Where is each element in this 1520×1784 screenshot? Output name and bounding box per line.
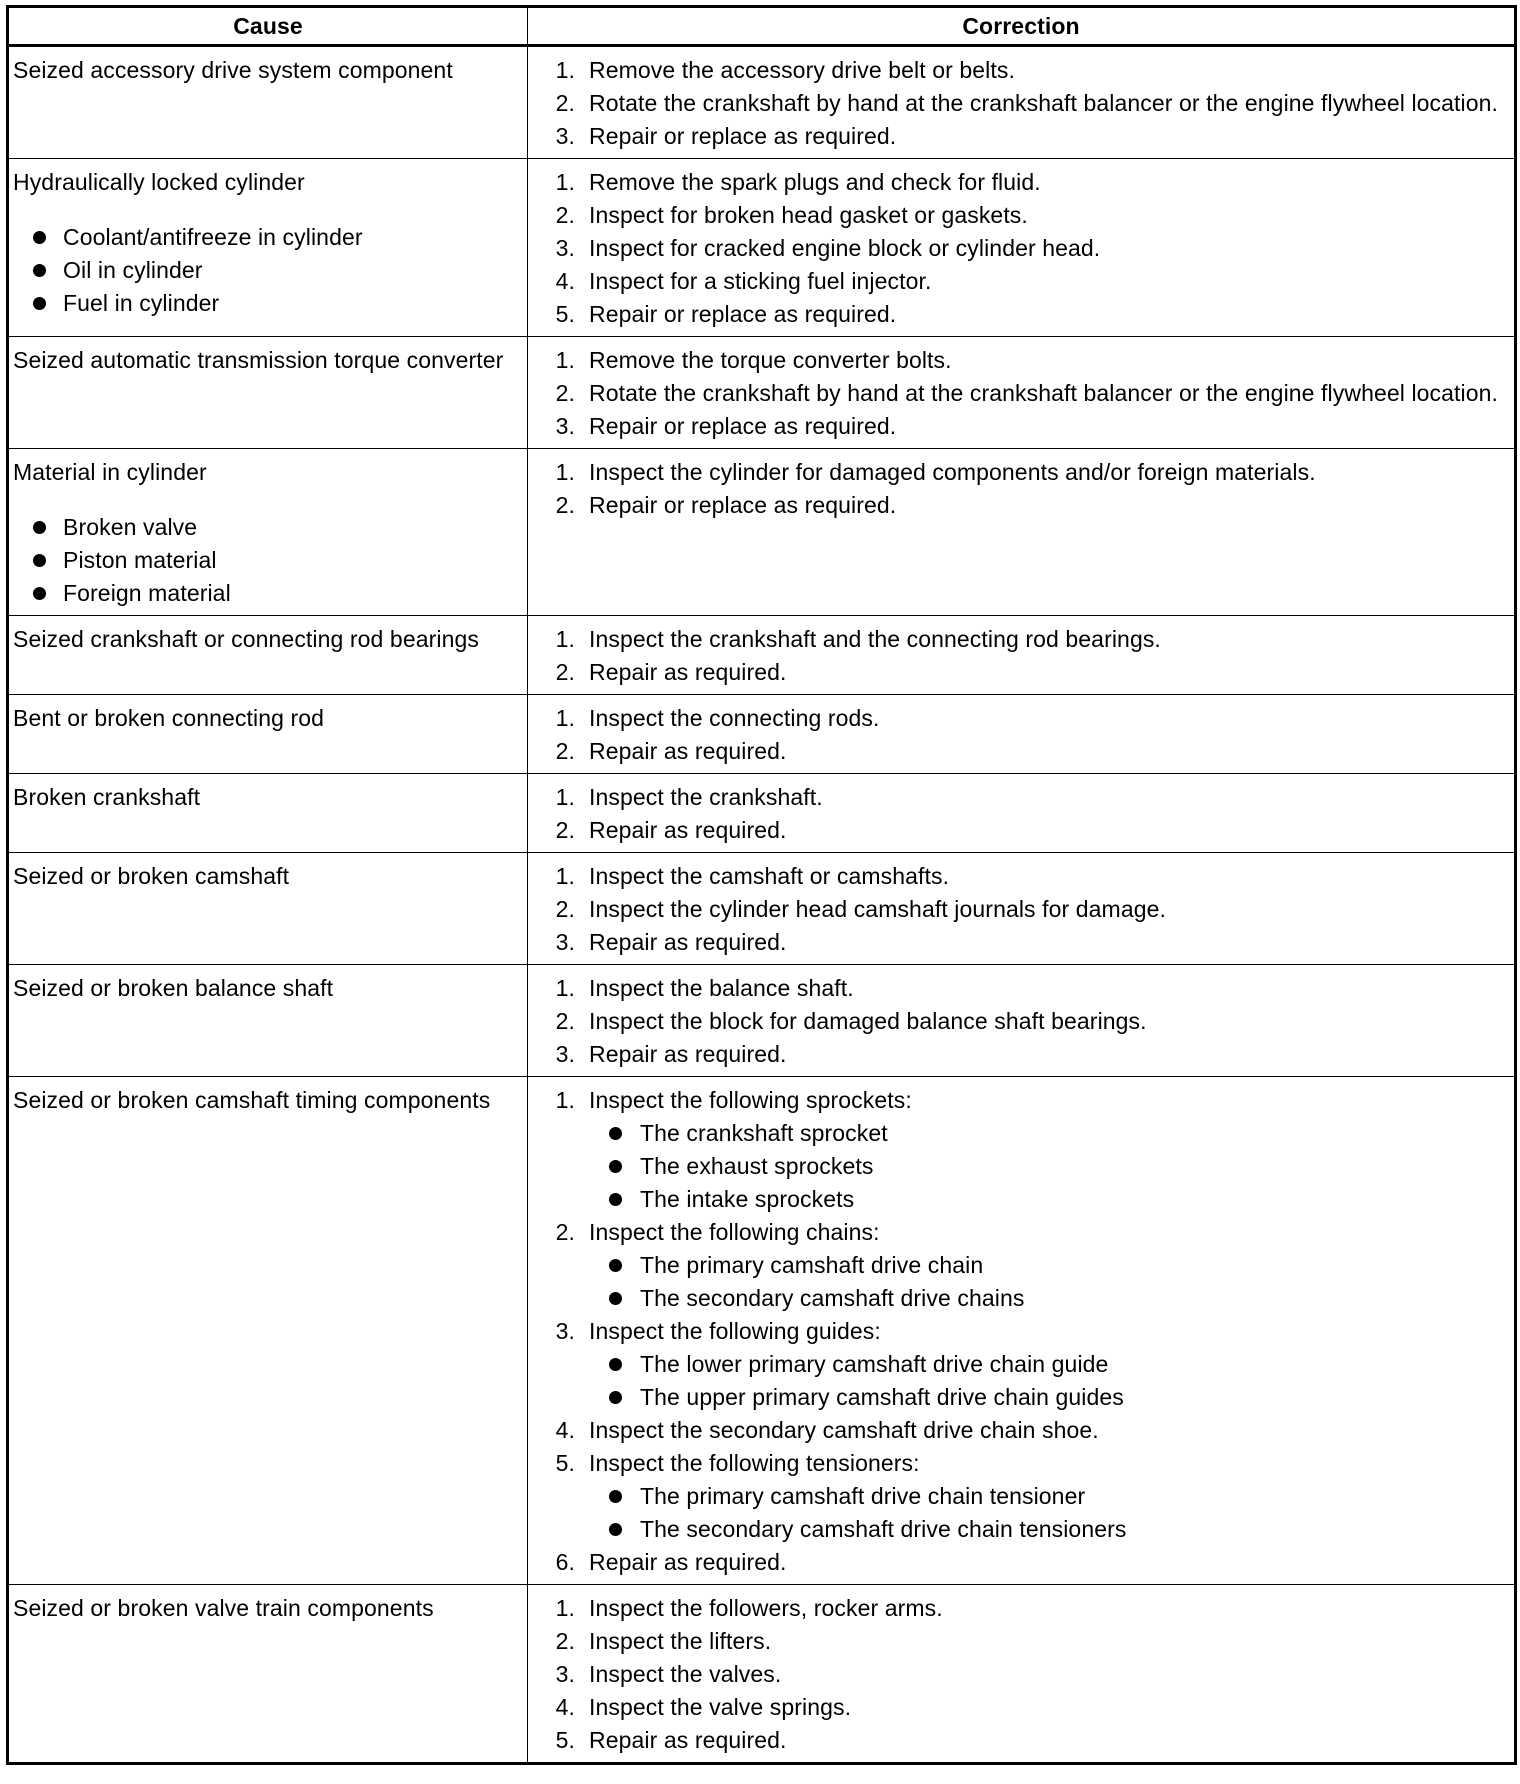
step-sub-list — [589, 1480, 1511, 1546]
step-number: 4. — [555, 1694, 575, 1720]
cause-bullet-item: Fuel in cylinder — [13, 287, 524, 320]
step-text: Remove the torque converter bolts. — [589, 347, 952, 373]
correction-step — [551, 456, 1511, 489]
step-number: 2. — [555, 380, 575, 406]
step-number: 1. — [555, 1595, 575, 1621]
step-text: Inspect the camshaft or camshafts. — [589, 863, 950, 889]
step-number: 5. — [555, 1450, 575, 1476]
step-sub-item: The exhaust sprockets — [589, 1150, 1511, 1183]
correction-step — [551, 1038, 1511, 1071]
cause-cell — [8, 853, 528, 965]
correction-steps — [532, 702, 1511, 768]
step-number: 4. — [555, 268, 575, 294]
cause-text: Material in cylinder — [13, 459, 207, 485]
correction-steps — [532, 54, 1511, 153]
step-text: Inspect for cracked engine block or cylinder head. — [589, 235, 1101, 261]
step-text: Inspect the cylinder head camshaft journals for damage. — [589, 896, 1166, 922]
step-text: Repair or replace as required. — [589, 301, 897, 327]
step-text: Inspect the crankshaft and the connecting rod bearings. — [589, 626, 1161, 652]
correction-steps — [532, 456, 1511, 522]
step-number: 1. — [555, 169, 575, 195]
step-number: 2. — [555, 738, 575, 764]
correction-cell — [528, 853, 1516, 965]
cause-cell — [8, 616, 528, 695]
step-text: Inspect the following sprockets: — [589, 1087, 912, 1113]
step-sub-list — [589, 1348, 1511, 1414]
correction-steps — [532, 166, 1511, 331]
correction-step — [551, 120, 1511, 153]
cause-cell — [8, 46, 528, 159]
correction-step — [551, 1724, 1511, 1757]
step-number: 2. — [555, 90, 575, 116]
table-row — [8, 337, 1516, 449]
step-sub-item: The primary camshaft drive chain tensioner — [589, 1480, 1511, 1513]
step-number: 5. — [555, 1727, 575, 1753]
step-number: 3. — [555, 929, 575, 955]
cause-correction-table — [6, 5, 1517, 1765]
step-text: Inspect the secondary camshaft drive chain shoe. — [589, 1417, 1099, 1443]
cause-text: Broken crankshaft — [13, 784, 201, 810]
cause-text: Seized accessory drive system component — [13, 57, 453, 83]
step-text: Repair as required. — [589, 1727, 787, 1753]
step-number: 3. — [555, 1661, 575, 1687]
correction-cell — [528, 46, 1516, 159]
step-text: Repair as required. — [589, 738, 787, 764]
correction-step — [551, 298, 1511, 331]
step-text: Rotate the crankshaft by hand at the crankshaft balancer or the engine flywheel location. — [589, 380, 1499, 406]
correction-step — [551, 410, 1511, 443]
correction-steps — [532, 781, 1511, 847]
step-number: 3. — [555, 235, 575, 261]
step-text: Inspect the balance shaft. — [589, 975, 854, 1001]
cause-bullet-item: Piston material — [13, 544, 524, 577]
cause-text: Seized or broken balance shaft — [13, 975, 334, 1001]
correction-step — [551, 232, 1511, 265]
step-text: Inspect for broken head gasket or gaskets. — [589, 202, 1028, 228]
step-text: Inspect the following tensioners: — [589, 1450, 920, 1476]
cause-text: Seized or broken camshaft timing components — [13, 1087, 491, 1113]
cause-bullet-item: Oil in cylinder — [13, 254, 524, 287]
cause-text: Seized crankshaft or connecting rod bearings — [13, 626, 479, 652]
step-number: 3. — [555, 1041, 575, 1067]
header-row — [8, 7, 1516, 46]
step-sub-item: The intake sprockets — [589, 1183, 1511, 1216]
cause-bullet-item: Coolant/antifreeze in cylinder — [13, 221, 524, 254]
step-number: 1. — [555, 626, 575, 652]
step-number: 2. — [555, 1219, 575, 1245]
step-text: Inspect the crankshaft. — [589, 784, 823, 810]
cause-cell — [8, 695, 528, 774]
correction-step — [551, 87, 1511, 120]
correction-step — [551, 1414, 1511, 1447]
step-number: 2. — [555, 492, 575, 518]
table-row — [8, 1585, 1516, 1764]
cause-cell — [8, 449, 528, 616]
correction-step — [551, 54, 1511, 87]
correction-steps — [532, 972, 1511, 1071]
step-text: Inspect the connecting rods. — [589, 705, 880, 731]
correction-step — [551, 1084, 1511, 1216]
step-sub-item: The crankshaft sprocket — [589, 1117, 1511, 1150]
correction-step — [551, 814, 1511, 847]
step-number: 4. — [555, 1417, 575, 1443]
cause-text: Seized or broken valve train components — [13, 1595, 434, 1621]
cause-cell — [8, 337, 528, 449]
step-number: 1. — [555, 975, 575, 1001]
step-sub-list — [589, 1117, 1511, 1216]
step-text: Repair or replace as required. — [589, 413, 897, 439]
table-row — [8, 616, 1516, 695]
correction-step — [551, 1005, 1511, 1038]
correction-cell — [528, 159, 1516, 337]
step-number: 2. — [555, 1628, 575, 1654]
correction-step — [551, 972, 1511, 1005]
cause-cell — [8, 965, 528, 1077]
step-number: 6. — [555, 1549, 575, 1575]
table-row — [8, 159, 1516, 337]
step-number: 1. — [555, 459, 575, 485]
correction-cell — [528, 1585, 1516, 1764]
correction-cell — [528, 965, 1516, 1077]
step-number: 3. — [555, 1318, 575, 1344]
step-number: 1. — [555, 347, 575, 373]
step-number: 2. — [555, 659, 575, 685]
table-row — [8, 774, 1516, 853]
correction-cell — [528, 695, 1516, 774]
table-row — [8, 695, 1516, 774]
correction-cell — [528, 449, 1516, 616]
step-text: Remove the accessory drive belt or belts. — [589, 57, 1015, 83]
step-text: Rotate the crankshaft by hand at the crankshaft balancer or the engine flywheel location. — [589, 90, 1499, 116]
correction-step — [551, 1315, 1511, 1414]
step-number: 2. — [555, 896, 575, 922]
correction-step — [551, 926, 1511, 959]
table-row — [8, 853, 1516, 965]
correction-step — [551, 489, 1511, 522]
correction-step — [551, 1546, 1511, 1579]
correction-step — [551, 1592, 1511, 1625]
correction-step — [551, 199, 1511, 232]
correction-steps — [532, 860, 1511, 959]
table-row — [8, 965, 1516, 1077]
step-number: 1. — [555, 57, 575, 83]
correction-cell — [528, 337, 1516, 449]
step-number: 5. — [555, 301, 575, 327]
correction-step — [551, 377, 1511, 410]
correction-steps — [532, 1084, 1511, 1579]
correction-cell — [528, 774, 1516, 853]
cause-text: Bent or broken connecting rod — [13, 705, 325, 731]
step-text: Inspect the valve springs. — [589, 1694, 852, 1720]
step-text: Repair as required. — [589, 659, 787, 685]
correction-steps — [532, 344, 1511, 443]
correction-step — [551, 656, 1511, 689]
step-text: Repair as required. — [589, 1549, 787, 1575]
step-text: Inspect the lifters. — [589, 1628, 772, 1654]
cause-cell — [8, 1077, 528, 1585]
cause-text: Seized or broken camshaft — [13, 863, 290, 889]
step-text: Inspect the cylinder for damaged components and/or foreign materials. — [589, 459, 1316, 485]
step-text: Repair or replace as required. — [589, 492, 897, 518]
step-number: 1. — [555, 1087, 575, 1113]
step-text: Inspect for a sticking fuel injector. — [589, 268, 932, 294]
cause-text: Hydraulically locked cylinder — [13, 169, 305, 195]
cause-cell — [8, 774, 528, 853]
step-text: Inspect the following guides: — [589, 1318, 881, 1344]
correction-step — [551, 344, 1511, 377]
correction-step — [551, 702, 1511, 735]
cause-text: Seized automatic transmission torque converter — [13, 347, 504, 373]
step-number: 2. — [555, 1008, 575, 1034]
correction-step — [551, 265, 1511, 298]
cause-column-header: Cause — [8, 7, 528, 46]
correction-step — [551, 623, 1511, 656]
correction-step — [551, 781, 1511, 814]
step-number: 2. — [555, 202, 575, 228]
step-sub-item: The primary camshaft drive chain — [589, 1249, 1511, 1282]
step-text: Repair as required. — [589, 1041, 787, 1067]
step-number: 1. — [555, 863, 575, 889]
cause-bullet-item: Broken valve — [13, 511, 524, 544]
cause-bullet-list — [13, 221, 524, 320]
step-text: Repair as required. — [589, 929, 787, 955]
correction-steps — [532, 1592, 1511, 1757]
step-number: 1. — [555, 784, 575, 810]
correction-step — [551, 1216, 1511, 1315]
step-text: Inspect the block for damaged balance shaft bearings. — [589, 1008, 1147, 1034]
step-number: 1. — [555, 705, 575, 731]
step-number: 3. — [555, 413, 575, 439]
step-sub-list — [589, 1249, 1511, 1315]
correction-step — [551, 1658, 1511, 1691]
correction-cell — [528, 616, 1516, 695]
correction-cell — [528, 1077, 1516, 1585]
cause-cell — [8, 159, 528, 337]
step-number: 3. — [555, 123, 575, 149]
cause-bullet-item: Foreign material — [13, 577, 524, 610]
step-number: 2. — [555, 817, 575, 843]
correction-step — [551, 860, 1511, 893]
correction-step — [551, 166, 1511, 199]
step-text: Inspect the followers, rocker arms. — [589, 1595, 943, 1621]
correction-steps — [532, 623, 1511, 689]
correction-step — [551, 893, 1511, 926]
correction-step — [551, 1447, 1511, 1546]
step-sub-item: The upper primary camshaft drive chain guides — [589, 1381, 1511, 1414]
diagnostic-document — [6, 5, 1514, 1765]
table-body — [8, 46, 1516, 1764]
table-row — [8, 449, 1516, 616]
step-sub-item: The lower primary camshaft drive chain guide — [589, 1348, 1511, 1381]
table-row — [8, 1077, 1516, 1585]
correction-step — [551, 1691, 1511, 1724]
step-sub-item: The secondary camshaft drive chain tensioners — [589, 1513, 1511, 1546]
step-sub-item: The secondary camshaft drive chains — [589, 1282, 1511, 1315]
step-text: Repair as required. — [589, 817, 787, 843]
step-text: Remove the spark plugs and check for fluid. — [589, 169, 1041, 195]
cause-bullet-list — [13, 511, 524, 610]
correction-column-header: Correction — [528, 7, 1516, 46]
step-text: Repair or replace as required. — [589, 123, 897, 149]
step-text: Inspect the valves. — [589, 1661, 782, 1687]
table-row — [8, 46, 1516, 159]
correction-step — [551, 1625, 1511, 1658]
correction-step — [551, 735, 1511, 768]
cause-cell — [8, 1585, 528, 1764]
step-text: Inspect the following chains: — [589, 1219, 880, 1245]
